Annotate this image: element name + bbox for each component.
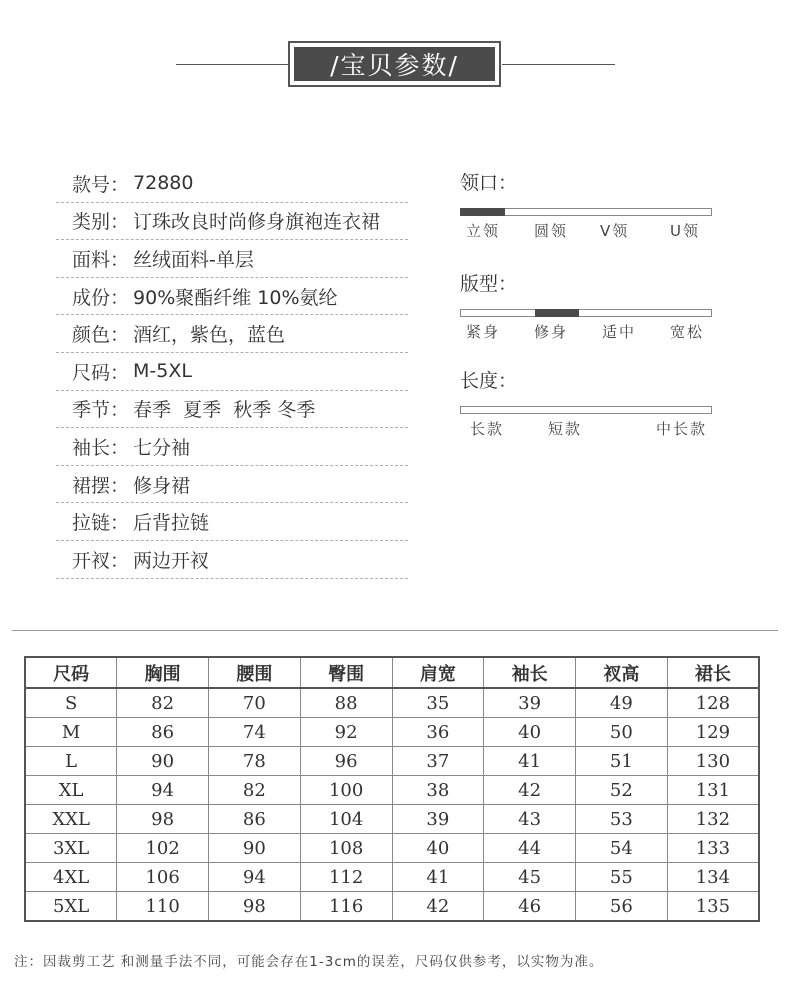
table-row xyxy=(25,747,759,776)
table-cell: 106 xyxy=(117,863,209,892)
param-sep: ： xyxy=(110,173,130,196)
param-sep: ： xyxy=(110,549,130,572)
table-cell: M xyxy=(25,718,117,747)
param-sep: ： xyxy=(110,399,130,422)
param-row-color xyxy=(56,315,408,353)
param-value: 后背拉链 xyxy=(133,512,210,535)
table-cell: 40 xyxy=(484,718,576,747)
table-cell: 78 xyxy=(209,747,301,776)
table-cell: 92 xyxy=(300,718,392,747)
collar-option: U领 xyxy=(670,222,700,240)
collar-option: V领 xyxy=(600,222,630,240)
param-value: 春季 夏季 秋季 冬季 xyxy=(133,399,316,422)
fit-scale-options xyxy=(460,321,712,341)
table-cell: 102 xyxy=(117,834,209,863)
table-cell: L xyxy=(25,747,117,776)
param-sep: ： xyxy=(110,248,130,271)
length-option: 中长款 xyxy=(656,420,708,438)
table-cell: 53 xyxy=(576,805,668,834)
measurement-note: 注：因裁剪工艺 和测量手法不同，可能会存在1-3cm的误差，尺码仅供参考，以实物为准。 xyxy=(14,954,604,970)
table-row xyxy=(25,834,759,863)
col-header-waist: 腰围 xyxy=(209,657,301,688)
fit-scale-bar xyxy=(460,309,712,317)
table-cell: 130 xyxy=(667,747,759,776)
table-cell: 41 xyxy=(484,747,576,776)
param-value: 90%聚酯纤维 10%氨纶 xyxy=(133,286,338,309)
table-row xyxy=(25,863,759,892)
table-cell: 44 xyxy=(484,834,576,863)
param-value: 两边开衩 xyxy=(133,549,210,572)
table-cell: 82 xyxy=(117,688,209,718)
table-row xyxy=(25,892,759,922)
size-table xyxy=(24,656,760,922)
collar-scale-options xyxy=(460,220,712,240)
header-line-right xyxy=(502,64,615,65)
param-label: 袖长 xyxy=(72,436,111,459)
table-cell: 86 xyxy=(117,718,209,747)
table-cell: 42 xyxy=(484,776,576,805)
table-cell: 45 xyxy=(484,863,576,892)
length-scale xyxy=(460,366,712,438)
table-cell: 55 xyxy=(576,863,668,892)
table-cell: 98 xyxy=(117,805,209,834)
table-cell: 133 xyxy=(667,834,759,863)
table-cell: 135 xyxy=(667,892,759,922)
length-scale-options xyxy=(460,418,712,438)
table-cell: 37 xyxy=(392,747,484,776)
table-cell: 41 xyxy=(392,863,484,892)
param-sep: ： xyxy=(110,324,130,347)
table-cell: 94 xyxy=(117,776,209,805)
table-cell: 74 xyxy=(209,718,301,747)
table-cell: 98 xyxy=(209,892,301,922)
param-label: 成份 xyxy=(72,286,111,309)
table-cell: 94 xyxy=(209,863,301,892)
table-cell: 49 xyxy=(576,688,668,718)
length-option: 短款 xyxy=(548,420,583,438)
table-cell: 42 xyxy=(392,892,484,922)
collar-scale-indicator xyxy=(460,208,505,216)
table-cell: 35 xyxy=(392,688,484,718)
table-cell: 52 xyxy=(576,776,668,805)
table-cell: XL xyxy=(25,776,117,805)
table-cell: 129 xyxy=(667,718,759,747)
table-cell: XXL xyxy=(25,805,117,834)
table-cell: 38 xyxy=(392,776,484,805)
param-row-slit xyxy=(56,541,408,579)
table-cell: 3XL xyxy=(25,834,117,863)
param-row-composition xyxy=(56,278,408,316)
header-line-left xyxy=(176,64,288,65)
table-row xyxy=(25,776,759,805)
param-row-size xyxy=(56,353,408,391)
col-header-bust: 胸围 xyxy=(117,657,209,688)
size-table-header-row xyxy=(25,657,759,688)
table-cell: 56 xyxy=(576,892,668,922)
table-cell: 50 xyxy=(576,718,668,747)
table-cell: 54 xyxy=(576,834,668,863)
table-cell: S xyxy=(25,688,117,718)
table-cell: 104 xyxy=(300,805,392,834)
fit-option: 紧身 xyxy=(466,323,501,341)
table-cell: 39 xyxy=(484,688,576,718)
table-cell: 36 xyxy=(392,718,484,747)
param-sep: ： xyxy=(110,474,130,497)
table-cell: 110 xyxy=(117,892,209,922)
table-cell: 40 xyxy=(392,834,484,863)
param-list xyxy=(56,165,408,579)
param-row-season xyxy=(56,391,408,429)
param-label: 裙摆 xyxy=(72,474,111,497)
param-row-fabric xyxy=(56,240,408,278)
table-cell: 90 xyxy=(209,834,301,863)
table-cell: 39 xyxy=(392,805,484,834)
param-value: 丝绒面料-单层 xyxy=(133,248,254,271)
table-cell: 5XL xyxy=(25,892,117,922)
table-cell: 132 xyxy=(667,805,759,834)
fit-option: 修身 xyxy=(534,323,569,341)
param-value: 72880 xyxy=(133,172,194,195)
table-cell: 100 xyxy=(300,776,392,805)
collar-scale xyxy=(460,168,712,240)
param-row-style-no xyxy=(56,165,408,203)
section-title-box xyxy=(288,41,501,87)
param-value: 订珠改良时尚修身旗袍连衣裙 xyxy=(133,211,381,234)
col-header-hip: 臀围 xyxy=(300,657,392,688)
fit-scale-indicator xyxy=(535,309,579,317)
param-row-sleeve xyxy=(56,428,408,466)
collar-scale-bar xyxy=(460,208,712,216)
col-header-shoulder: 肩宽 xyxy=(392,657,484,688)
collar-scale-title: 领口： xyxy=(460,172,518,194)
table-cell: 82 xyxy=(209,776,301,805)
length-scale-bar xyxy=(460,406,712,414)
table-cell: 96 xyxy=(300,747,392,776)
table-cell: 88 xyxy=(300,688,392,718)
table-cell: 51 xyxy=(576,747,668,776)
table-row xyxy=(25,718,759,747)
param-row-category xyxy=(56,203,408,241)
param-row-hem xyxy=(56,466,408,504)
param-sep: ： xyxy=(110,211,130,234)
col-header-sleeve: 袖长 xyxy=(484,657,576,688)
collar-option: 立领 xyxy=(466,222,501,240)
table-cell: 116 xyxy=(300,892,392,922)
table-cell: 70 xyxy=(209,688,301,718)
param-value: 酒红，紫色，蓝色 xyxy=(133,324,286,347)
param-label: 开衩 xyxy=(72,549,111,572)
param-row-zipper xyxy=(56,503,408,541)
table-cell: 131 xyxy=(667,776,759,805)
table-row xyxy=(25,805,759,834)
param-label: 拉链 xyxy=(72,512,111,535)
param-label: 颜色 xyxy=(72,324,111,347)
length-option: 长款 xyxy=(470,420,505,438)
table-cell: 90 xyxy=(117,747,209,776)
fit-option: 宽松 xyxy=(670,323,705,341)
table-cell: 86 xyxy=(209,805,301,834)
collar-option: 圆领 xyxy=(534,222,569,240)
table-cell: 134 xyxy=(667,863,759,892)
table-cell: 108 xyxy=(300,834,392,863)
col-header-dress-length: 裙长 xyxy=(667,657,759,688)
param-value: 修身裙 xyxy=(133,474,191,497)
param-label: 面料 xyxy=(72,248,111,271)
fit-scale-title: 版型： xyxy=(460,273,518,295)
param-label: 类别 xyxy=(72,211,111,234)
table-row xyxy=(25,688,759,718)
table-cell: 112 xyxy=(300,863,392,892)
param-value: M-5XL xyxy=(133,360,192,383)
length-scale-title: 长度： xyxy=(460,370,518,392)
table-cell: 128 xyxy=(667,688,759,718)
fit-scale xyxy=(460,269,712,341)
table-cell: 46 xyxy=(484,892,576,922)
param-label: 尺码 xyxy=(72,361,111,384)
param-sep: ： xyxy=(110,512,130,535)
table-cell: 43 xyxy=(484,805,576,834)
param-label: 季节 xyxy=(72,399,111,422)
param-sep: ： xyxy=(110,286,130,309)
col-header-size: 尺码 xyxy=(25,657,117,688)
param-label: 款号 xyxy=(72,173,111,196)
param-value: 七分袖 xyxy=(133,436,191,459)
section-title: /宝贝参数/ xyxy=(294,47,495,81)
table-cell: 4XL xyxy=(25,863,117,892)
fit-option: 适中 xyxy=(602,323,637,341)
col-header-slit-height: 衩高 xyxy=(576,657,668,688)
param-sep: ： xyxy=(110,361,130,384)
section-divider xyxy=(12,630,778,631)
param-sep: ： xyxy=(110,436,130,459)
